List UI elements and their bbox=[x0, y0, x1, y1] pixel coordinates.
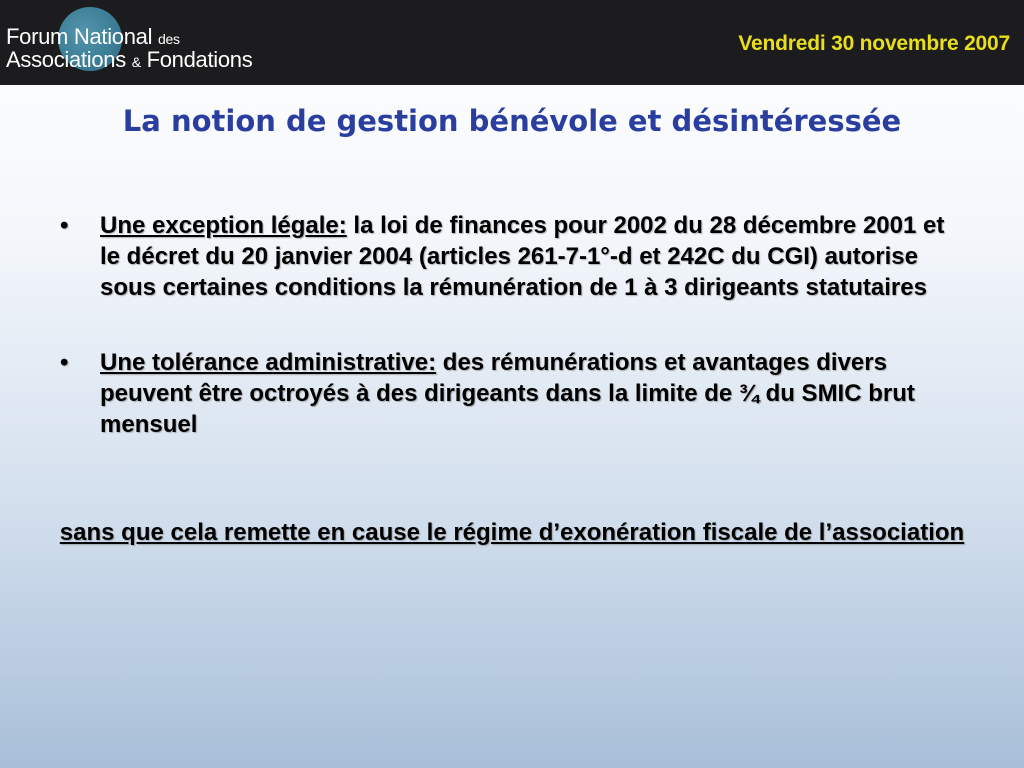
bullet-item bbox=[60, 347, 970, 440]
bullet-dot-icon: • bbox=[60, 349, 69, 376]
logo-fondations: Fondations bbox=[146, 47, 253, 72]
header-bar bbox=[0, 0, 1024, 85]
logo-ampersand: & bbox=[131, 54, 141, 70]
logo-associations: Associations bbox=[6, 47, 126, 72]
bullet-text: la loi de finances pour 2002 du 28 décembre 2001 et le décret du 20 janvier 2004 (articles 261-7-1°-d et 242C du CGI) autorise sous certaines conditions la rémunération de 1 à 3 dirigeants statutaires bbox=[100, 212, 945, 301]
bullet-list bbox=[60, 210, 970, 440]
bullet-dot-icon: • bbox=[60, 212, 69, 239]
bullet-lead: Une tolérance administrative: bbox=[100, 349, 437, 376]
slide-title: La notion de gestion bénévole et désintéressée bbox=[122, 104, 902, 138]
conclusion-text: sans que cela remette en cause le régime d’exonération fiscale de l’association bbox=[59, 519, 965, 546]
bullet-item bbox=[60, 210, 970, 303]
logo-line-2 bbox=[6, 47, 252, 73]
logo bbox=[6, 6, 306, 80]
logo-forum-national: Forum National bbox=[6, 24, 153, 49]
bullet-text: des rémunérations et avantages divers peuvent être octroyés à des dirigeants dans la limite de ¾ du SMIC brut mensuel bbox=[100, 349, 915, 438]
bullet-lead: Une exception légale: bbox=[100, 212, 347, 239]
event-date: Vendredi 30 novembre 2007 bbox=[738, 32, 1010, 55]
logo-des: des bbox=[158, 31, 180, 47]
